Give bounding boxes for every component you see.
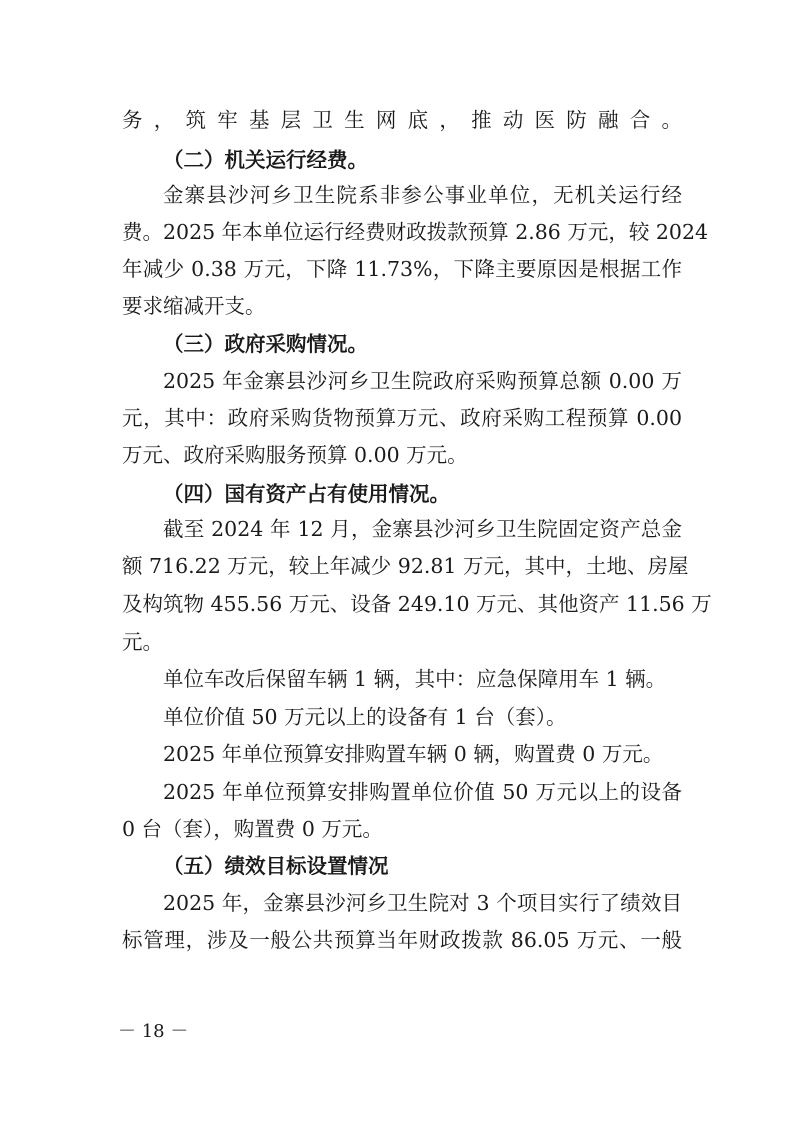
section-heading: （二）机关运行经费。	[163, 148, 368, 172]
body-line: 年减少 0.38 万元，下降 11.73%，下降主要原因是根据工作	[122, 257, 682, 281]
body-line: 元，其中：政府采购货物预算万元、政府采购工程预算 0.00	[122, 406, 682, 430]
body-line: 及构筑物 455.56 万元、设备 249.10 万元、其他资产 11.56 万	[122, 592, 712, 616]
body-line: 2025 年，金寨县沙河乡卫生院对 3 个项目实行了绩效目	[163, 891, 682, 915]
section-heading: （五）绩效目标设置情况	[163, 854, 389, 878]
body-line: 务，筑牢基层卫生网底，推动医防融合。	[122, 108, 682, 132]
section-heading: （三）政府采购情况。	[163, 332, 368, 356]
body-line: 2025 年单位预算安排购置单位价值 50 万元以上的设备	[163, 780, 682, 804]
body-line: 单位车改后保留车辆 1 辆，其中：应急保障用车 1 辆。	[163, 667, 667, 691]
page-number: － 18 －	[118, 1021, 189, 1042]
body-line: 费。2025 年本单位运行经费财政拨款预算 2.86 万元，较 2024	[122, 220, 709, 244]
body-line: 2025 年单位预算安排购置车辆 0 辆，购置费 0 万元。	[163, 742, 664, 766]
section-heading: （四）国有资产占有使用情况。	[163, 482, 450, 506]
body-line: 2025 年金寨县沙河乡卫生院政府采购预算总额 0.00 万	[163, 369, 682, 393]
body-line: 截至 2024 年 12 月，金寨县沙河乡卫生院固定资产总金	[163, 517, 682, 541]
body-line: 万元、政府采购服务预算 0.00 万元。	[122, 443, 468, 467]
body-line: 要求缩减开支。	[122, 294, 266, 318]
body-line: 额 716.22 万元，较上年减少 92.81 万元，其中，土地、房屋	[122, 554, 689, 578]
body-line: 标管理，涉及一般公共预算当年财政拨款 86.05 万元、一般	[122, 928, 682, 952]
body-line: 单位价值 50 万元以上的设备有 1 台（套）。	[163, 705, 567, 729]
body-line: 元。	[122, 630, 163, 654]
body-line: 金寨县沙河乡卫生院系非参公事业单位，无机关运行经	[163, 183, 682, 207]
body-line: 0 台（套），购置费 0 万元。	[122, 817, 383, 841]
